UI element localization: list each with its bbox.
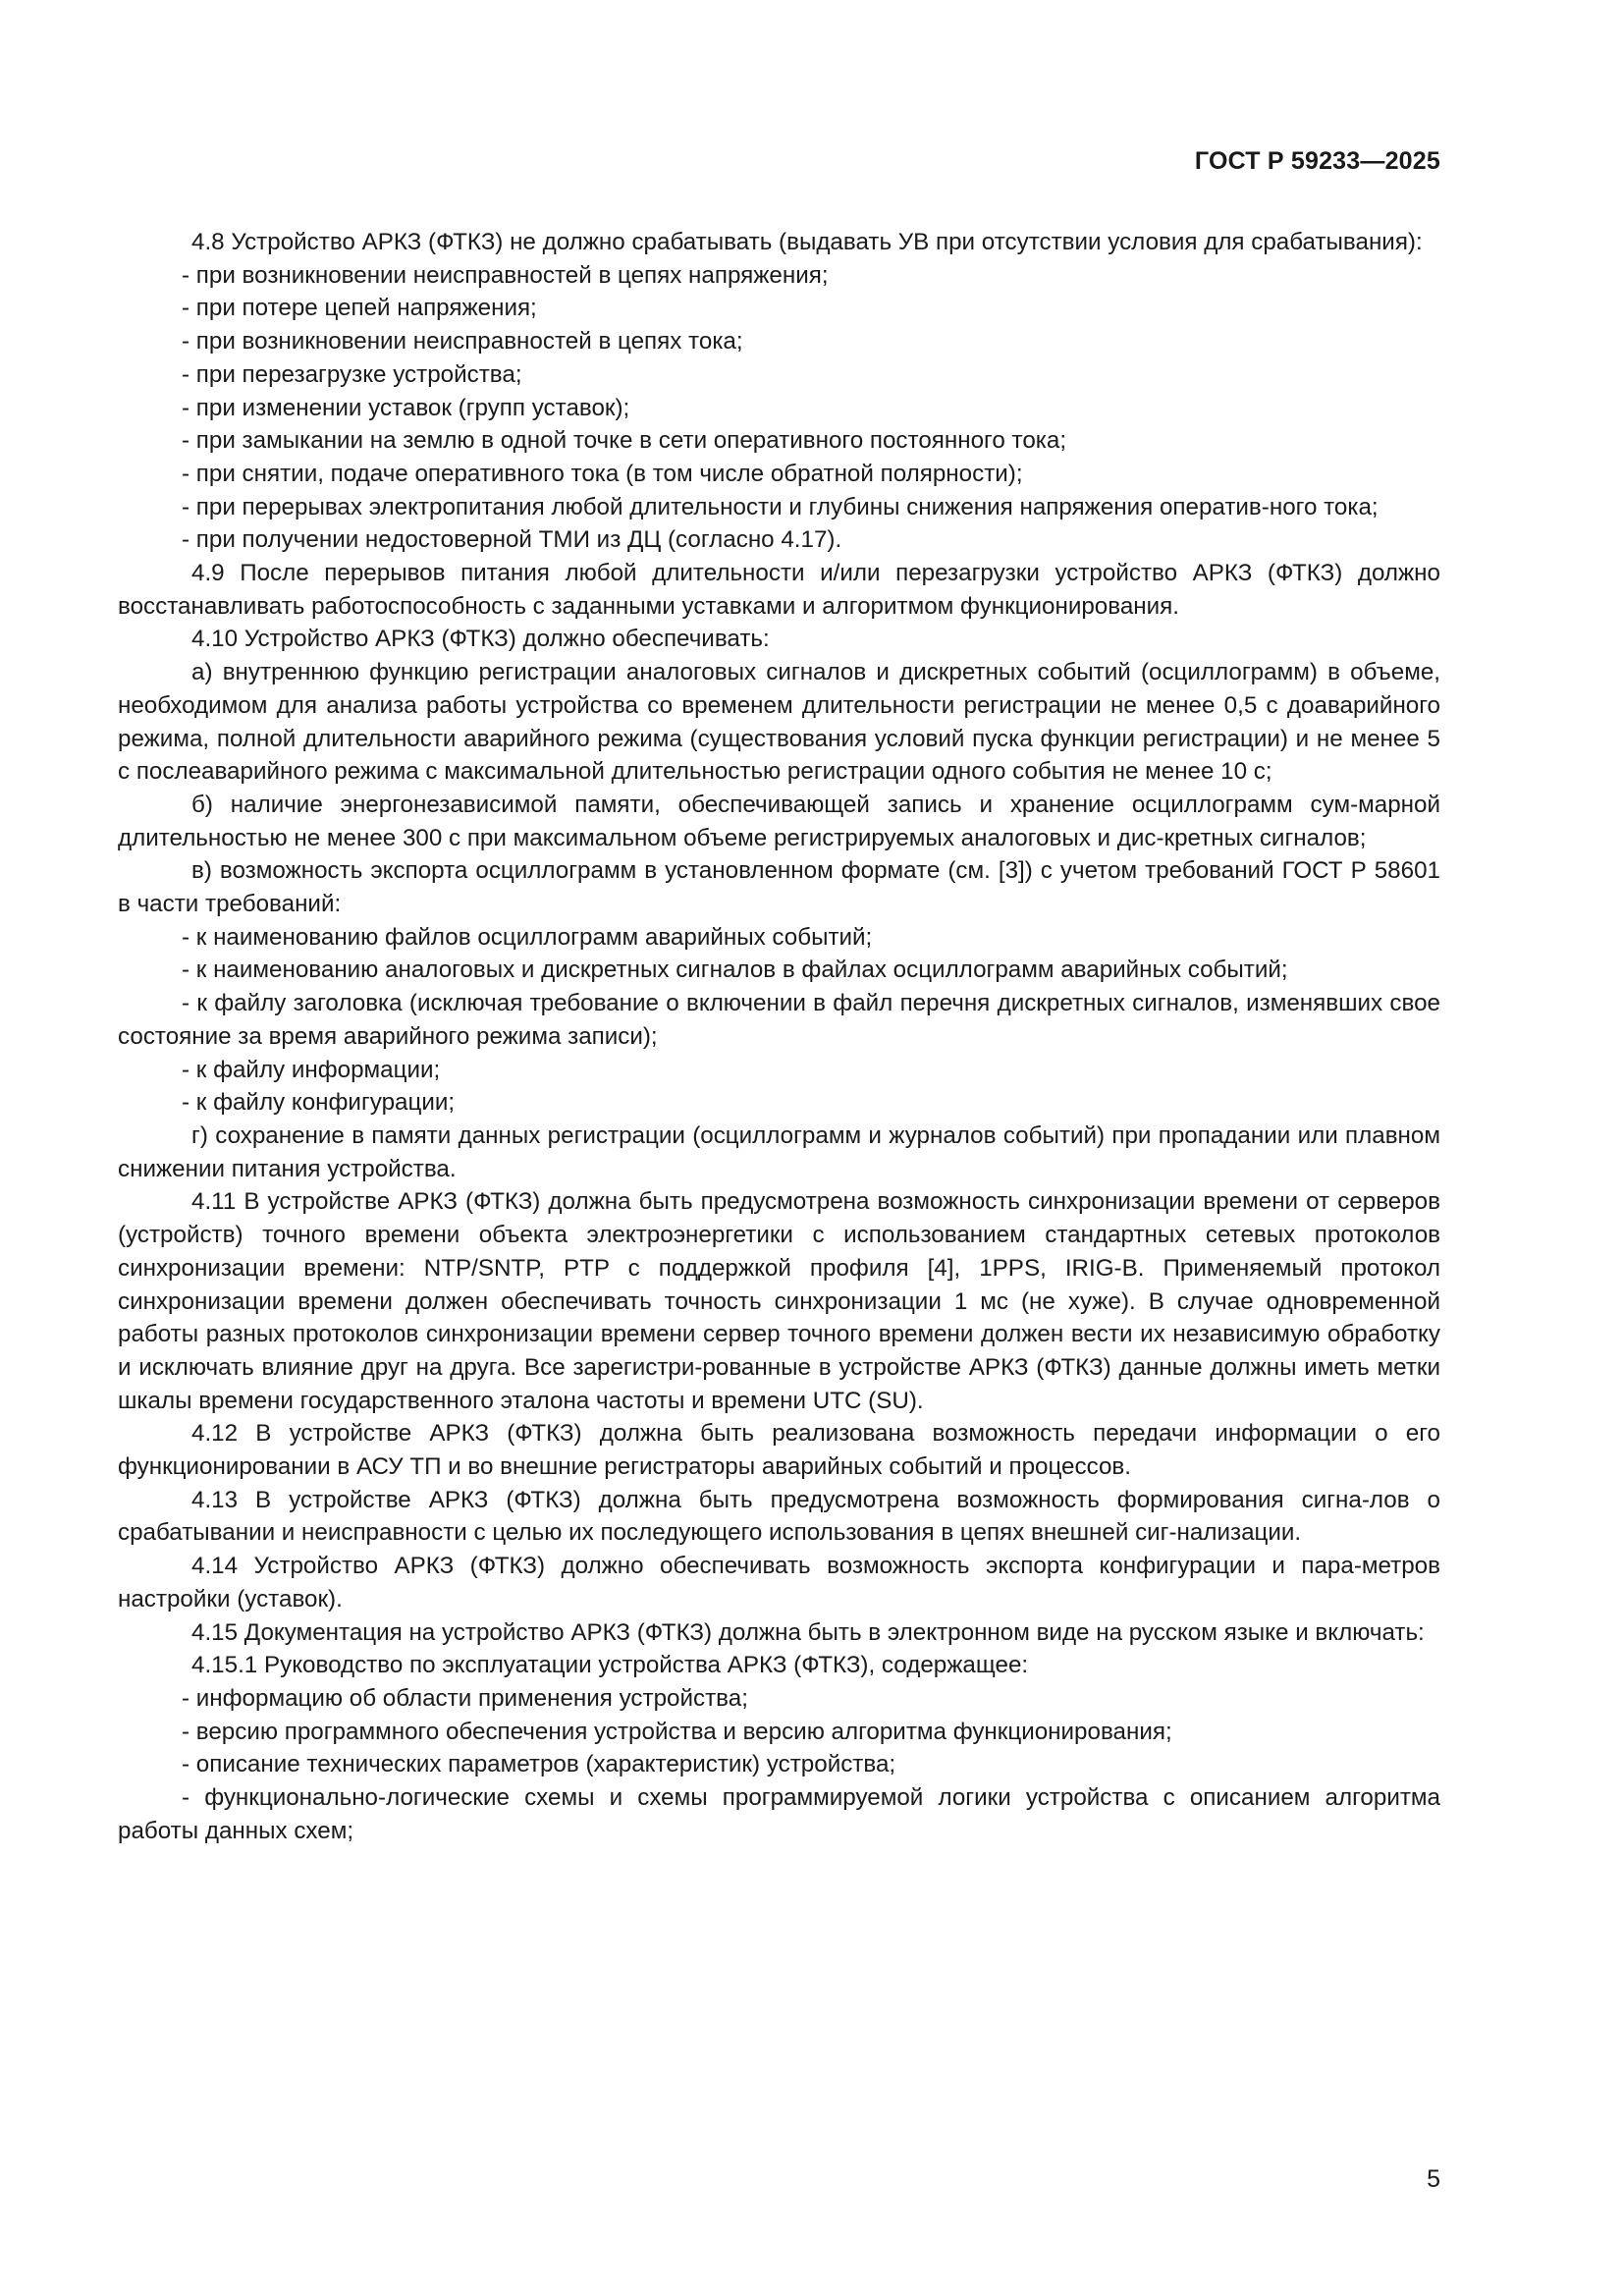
list-item: - при получении недостоверной ТМИ из ДЦ (согласно 4.17). [182,526,842,554]
list-item: - версию программного обеспечения устройства и версию алгоритма функционирования; [182,1718,1172,1745]
document-header: ГОСТ Р 59233—2025 [1194,147,1440,175]
page-number: 5 [1427,2165,1440,2193]
list-item: - при снятии, подаче оперативного тока (в том числе обратной полярности); [182,460,1023,487]
paragraph: 4.13 В устройстве АРКЗ (ФТКЗ) должна быть предусмотрена возможность формирования сигна-лов о срабатывании и неисправности с целью их последующего использования в цепях внешней сиг-нализации. [118,1486,1440,1547]
paragraph: в) возможность экспорта осциллограмм в установленном формате (см. [3]) с учетом требований ГОСТ Р 58601 в части требований: [118,857,1440,918]
list-item: - при замыкании на землю в одной точке в сети оперативного постоянного тока; [182,427,1067,455]
paragraph: 4.15 Документация на устройство АРКЗ (ФТКЗ) должна быть в электронном виде на русском языке и включать: [191,1618,1425,1646]
paragraph: 4.15.1 Руководство по эксплуатации устройства АРКЗ (ФТКЗ), содержащее: [191,1652,1029,1679]
paragraph: 4.11 В устройстве АРКЗ (ФТКЗ) должна быть предусмотрена возможность синхронизации времени от серверов (устройств) точного времени объекта электроэнергетики с использованием стандартных сетевых протоколов синхронизации времени: NTP/SNTP, PTP с поддержкой профиля [4], 1PPS, IRIG-B. Применяемый протокол синхронизации времени должен обеспечивать точность синхронизации 1 мс (не хуже). В случае одновременной работы разных протоколов синхронизации времени сервер точного времени должен вести их независимую обработку и исключать влияние друг на друга. Все зарегистри-рованные в устройстве АРКЗ (ФТКЗ) данные должны иметь метки шкалы времени государственного эталона частоты и времени UTC (SU). [118,1188,1440,1414]
list-item: - при возникновении неисправностей в цепях тока; [182,328,743,355]
list-item: - при возникновении неисправностей в цепях напряжения; [182,261,829,289]
paragraph: 4.9 После перерывов питания любой длительности и/или перезагрузки устройство АРКЗ (ФТКЗ) должно восстанавливать работоспособность с заданными уставками и алгоритмом функционирования. [118,560,1440,620]
list-item: - при потере цепей напряжения; [182,295,537,322]
paragraph: г) сохранение в памяти данных регистрации (осциллограмм и журналов событий) при пропадании или плавном снижении питания устройства. [118,1121,1440,1182]
list-item: - при перезагрузке устройства; [182,360,522,388]
list-item: - описание технических параметров (характеристик) устройства; [182,1751,896,1778]
document-body [118,226,1440,1847]
paragraph: а) внутреннюю функцию регистрации аналоговых сигналов и дискретных событий (осциллограмм) в объеме, необходимом для анализа работы устройства со временем длительности регистрации не менее 0,5 с доаварийного режима, полной длительности аварийного режима (существования условий пуска функции регистрации) и не менее 5 с послеаварийного режима с максимальной длительностью регистрации одного события не менее 10 с; [118,659,1440,786]
list-item: - при изменении уставок (групп уставок); [182,394,630,421]
list-item: - к наименованию файлов осциллограмм аварийных событий; [182,923,873,951]
list-item: - к наименованию аналоговых и дискретных сигналов в файлах осциллограмм аварийных событий; [182,957,1288,984]
paragraph: б) наличие энергонезависимой памяти, обеспечивающей запись и хранение осциллограмм сум-марной длительностью не менее 300 с при максимальном объеме регистрируемых аналоговых и дис-кретных сигналов; [118,791,1440,851]
paragraph: 4.10 Устройство АРКЗ (ФТКЗ) должно обеспечивать: [191,626,770,653]
list-item: - информацию об области применения устройства; [182,1684,748,1712]
paragraph: 4.14 Устройство АРКЗ (ФТКЗ) должно обеспечивать возможность экспорта конфигурации и пара-метров настройки (уставок). [118,1553,1440,1613]
list-item: - к файлу информации; [182,1056,441,1083]
list-item: - к файлу заголовка (исключая требование о включении в файл перечня дискретных сигналов, изменявших свое состояние за время аварийного режима записи); [118,990,1440,1050]
list-item: - функционально-логические схемы и схемы программируемой логики устройства с описанием алгоритма работы данных схем; [118,1784,1440,1844]
list-item: - при перерывах электропитания любой длительности и глубины снижения напряжения оператив-ного тока; [182,493,1379,520]
paragraph: 4.12 В устройстве АРКЗ (ФТКЗ) должна быть реализована возможность передачи информации о его функционировании в АСУ ТП и во внешние регистраторы аварийных событий и процессов. [118,1420,1440,1481]
paragraph: 4.8 Устройство АРКЗ (ФТКЗ) не должно срабатывать (выдавать УВ при отсутствии условия для срабатывания): [191,229,1423,255]
list-item: - к файлу конфигурации; [182,1089,456,1117]
